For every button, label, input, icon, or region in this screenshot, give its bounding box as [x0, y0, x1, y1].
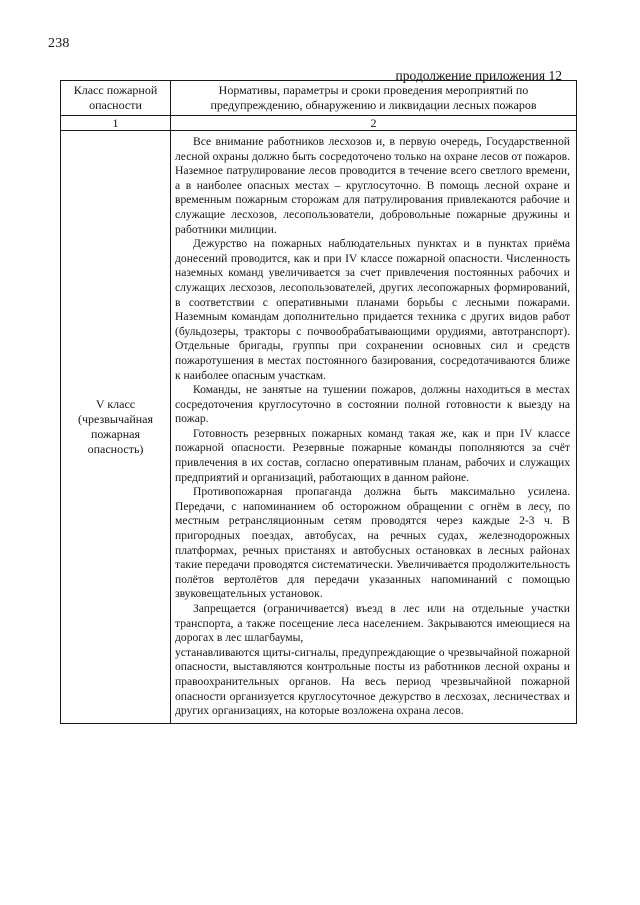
page-number: 238: [48, 36, 70, 51]
fire-class-label: V класс (чрезвычайная пожарная опасность): [61, 131, 171, 724]
column-number-2: 2: [171, 116, 577, 131]
paragraph: Команды, не занятые на тушении пожаров, должны находиться в местах сосредоточения круглосуточно в состоянии полной готовности к выезду на пожар.: [175, 383, 570, 426]
paragraph: устанавливаются щиты-сигналы, предупреждающие о чрезвычайной пожарной опасности, выставляются контрольные посты из работников лесной охраны и правоохранительных органов. На весь период чрезвычайной пожарной опасности организуется круглосуточное дежурство в лесхозах, лесничествах и других организациях, на которые возложена охрана лесов.: [175, 645, 570, 718]
column-number-1: 1: [61, 116, 171, 131]
table-row: [61, 131, 577, 724]
fire-danger-table: [60, 80, 577, 724]
paragraph: Противопожарная пропаганда должна быть максимально усилена. Передачи, с напоминанием об осторожном обращении с огнём в лесу, по местным ретрансляционным сетям проводятся через каждые 2-3 ч. В пригородных поездах, автобусах, на речных судах, железнодорожных платформах, речных пристанях и автобусных остановках в лесных районах такие передачи проводятся систематически. Увеличивается продолжительность полётов вертолётов для передачи указанных напоминаний с помощью звуковещательных установок.: [175, 485, 570, 601]
paragraph: Запрещается (ограничивается) въезд в лес или на отдельные участки транспорта, а также посещение леса населением. Закрываются имеющиеся на дорогах в лес шлагбаумы,: [175, 602, 570, 645]
paragraph: Дежурство на пожарных наблюдательных пунктах и в пунктах приёма донесений проводится, как и при IV классе пожарной опасности. Численность наземных команд увеличивается за счет привлечения постоянных рабочих и служащих лесхозов, лесопользователей, других лесопожарных формирований, в соответствии с оперативными планами борьбы с лесными пожарами. Наземным командам дополнительно придается техника с других видов работ (бульдозеры, тракторы с почвообрабатывающими орудиями, автотранспорт). Отдельные бригады, группы при сохранении основных сил и средств пожаротушения в местах постоянного базирования, сосредотачиваются ближе к наиболее опасным участкам.: [175, 237, 570, 382]
table-number-row: [61, 116, 577, 131]
header-measures: Нормативы, параметры и сроки проведения мероприятий по предупреждению, обнаружению и ликвидации лесных пожаров: [171, 81, 577, 116]
paragraph: Все внимание работников лесхозов и, в первую очередь, Государственной лесной охраны должно быть сосредоточено только на охране лесов от пожаров. Наземное патрулирование лесов проводится в течение всего светлого времени, а в наиболее опасных местах – круглосуточно. В помощь лесной охране и временным пожарным сторожам для патрулирования привлекаются рабочие и служащие лесхозов, лесопользователи, добровольные пожарные дружины и работники милиции.: [175, 135, 570, 236]
table-header-row: [61, 81, 577, 116]
measures-text: [171, 131, 577, 724]
paragraph: Готовность резервных пожарных команд такая же, как и при IV классе пожарной опасности. Резервные пожарные команды пополняются за счёт привлечения в их состав, согласно оперативным планам, рабочих и служащих предприятий и организаций, работающих в данном районе.: [175, 426, 570, 484]
continuation-heading: продолжение приложения 12: [395, 68, 562, 83]
header-class: Класс пожарной опасности: [61, 81, 171, 116]
